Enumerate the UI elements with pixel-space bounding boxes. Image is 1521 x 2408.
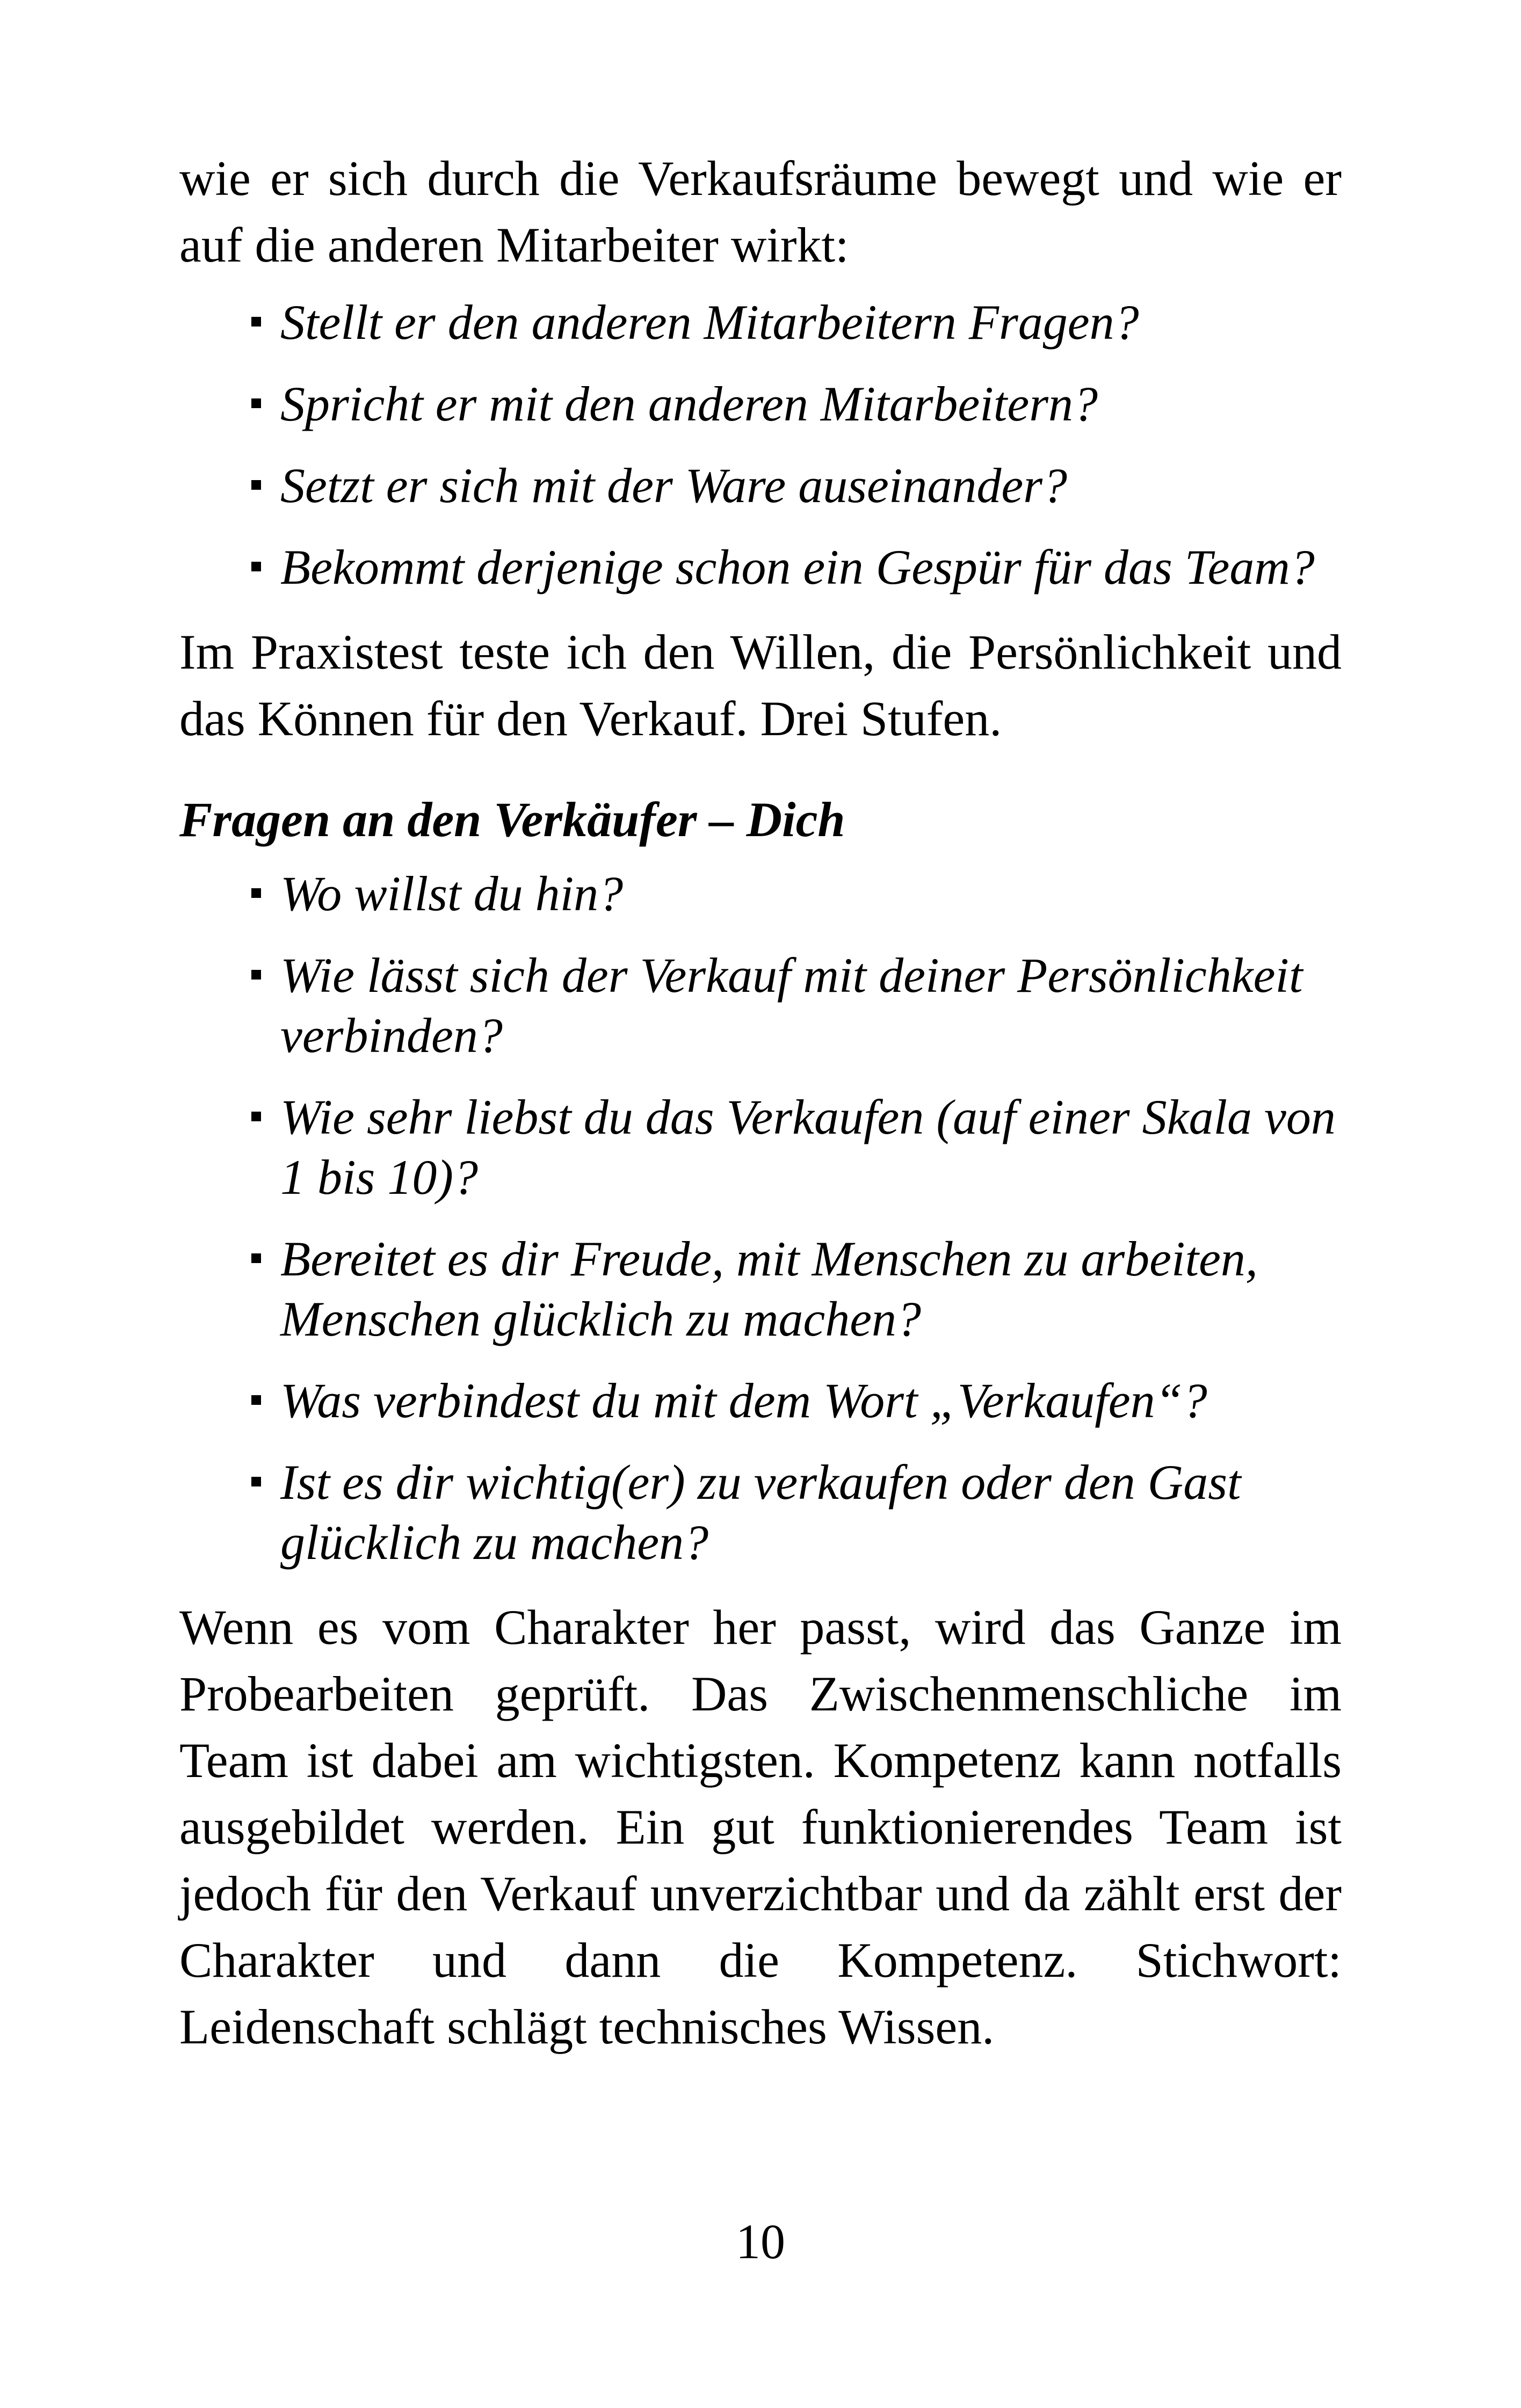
list-item-text: Bekommt derjenige schon ein Gespür für das Team? [280,540,1315,594]
observation-question-list [179,292,1342,597]
list-item [248,1370,1342,1431]
list-item-text: Setzt er sich mit der Ware auseinander? [280,458,1068,513]
list-item [248,1229,1342,1349]
list-item-text: Wie lässt sich der Verkauf mit deiner Persönlichkeit verbinden? [280,948,1303,1063]
list-item [248,292,1342,352]
square-bullet-icon [251,317,261,327]
page-number: 10 [736,2214,785,2269]
list-item [248,455,1342,516]
list-item-text: Wie sehr liebst du das Verkaufen (auf einer Skala von 1 bis 10)? [280,1090,1336,1205]
list-item [248,1087,1342,1207]
square-bullet-icon [251,398,261,408]
section-heading: Fragen an den Verkäufer – Dich [179,792,845,847]
list-item-text: Was verbindest du mit dem Wort „Verkaufen“? [280,1373,1207,1428]
list-item [248,864,1342,924]
list-item-text: Ist es dir wichtig(er) zu verkaufen oder den Gast glücklich zu machen? [280,1455,1241,1570]
square-bullet-icon [251,480,261,490]
seller-question-list [179,864,1342,1572]
page-content [179,145,1342,2060]
square-bullet-icon [251,1395,261,1405]
intro-paragraph: wie er sich durch die Verkaufsräume bewegt und wie er auf die anderen Mitarbeiter wirkt: [179,151,1342,272]
square-bullet-icon [251,1253,261,1263]
closing-paragraph: Wenn es vom Charakter her passt, wird das Ganze im Probearbeiten geprüft. Das Zwischenmenschliche im Team ist dabei am wichtigsten. Kompetenz kann notfalls ausgebildet werden. Ein gut funktionierendes Team ist jedoch für den Verkauf unverzichtbar und da zählt erst der Charakter und dann die Kompetenz. Stichwort: Leidenschaft schlägt technisches Wissen. [179,1600,1342,2054]
practice-test-paragraph: Im Praxistest teste ich den Willen, die Persönlichkeit und das Können für den Verkauf. Drei Stufen. [179,625,1342,746]
list-item [248,945,1342,1065]
list-item-text: Bereitet es dir Freude, mit Menschen zu arbeiten, Menschen glücklich zu machen? [280,1231,1258,1346]
list-item-text: Spricht er mit den anderen Mitarbeitern? [280,376,1098,431]
square-bullet-icon [251,970,261,980]
list-item [248,537,1342,597]
square-bullet-icon [251,562,261,571]
square-bullet-icon [251,1112,261,1121]
list-item-text: Wo willst du hin? [280,866,624,921]
square-bullet-icon [251,888,261,898]
list-item [248,374,1342,434]
square-bullet-icon [251,1477,261,1486]
list-item-text: Stellt er den anderen Mitarbeitern Fragen? [280,295,1139,350]
list-item [248,1452,1342,1572]
